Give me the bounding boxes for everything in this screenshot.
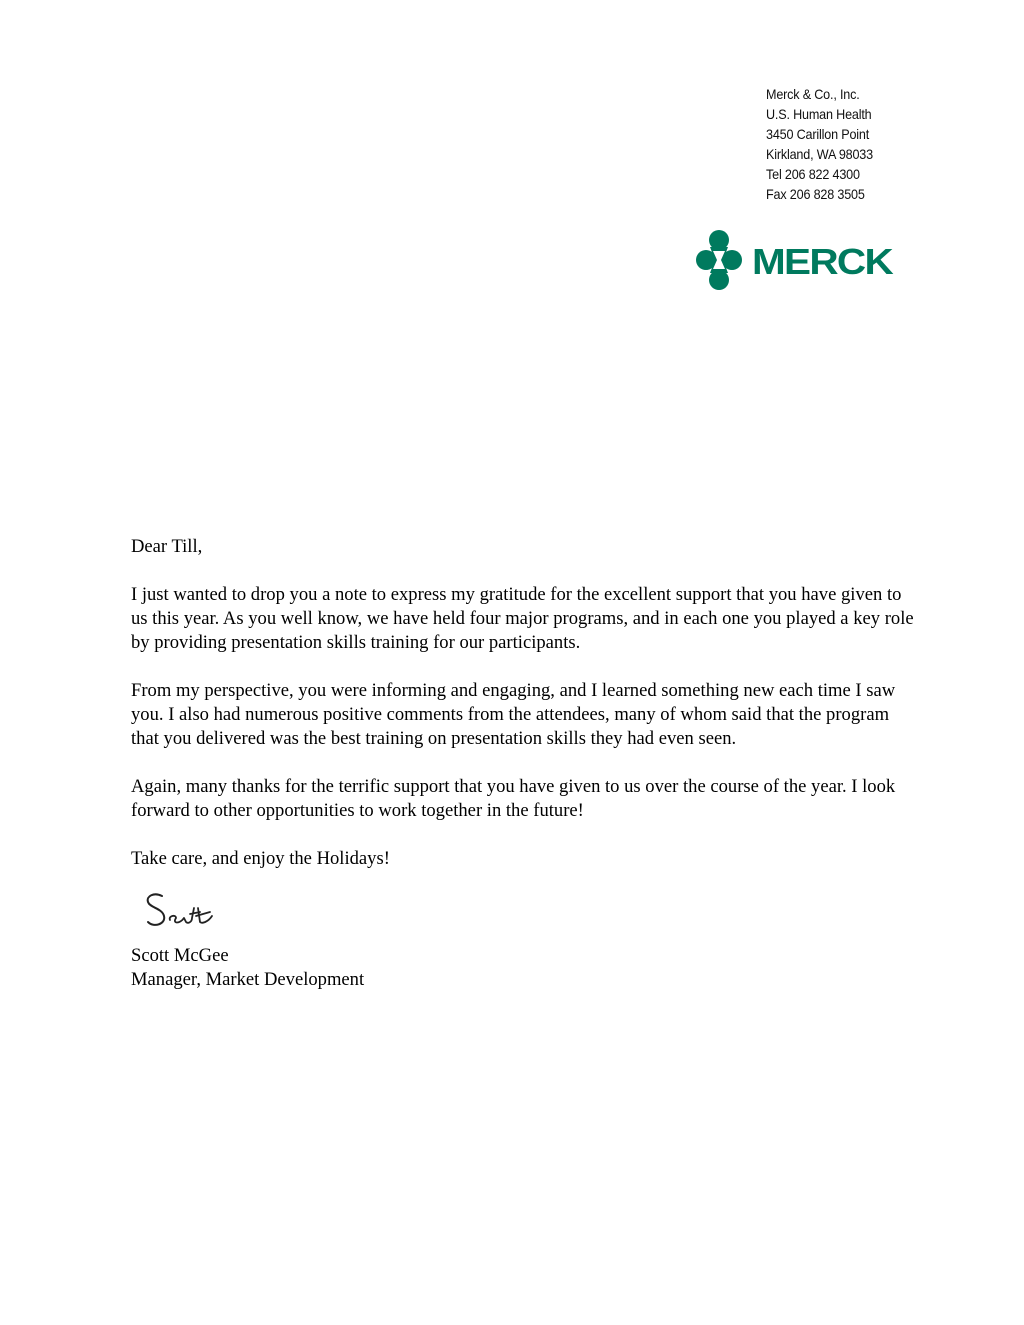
sender-street: 3450 Carillon Point — [766, 126, 870, 142]
merck-logo — [696, 229, 896, 291]
merck-wordmark: MERCK — [752, 241, 894, 282]
salutation: Dear Till, — [131, 536, 203, 557]
merck-emblem-icon — [696, 230, 742, 290]
paragraph-2: From my perspective, you were informing and engaging, and I learned something new each time I saw you. I also had numerous positive comments from the attendees, many of whom said that the program that you delivered was the best training on presentation skills they had even seen. — [131, 680, 896, 749]
sender-city: Kirkland, WA 98033 — [766, 146, 873, 162]
signer-title: Manager, Market Development — [131, 969, 365, 990]
paragraph-3: Again, many thanks for the terrific support that you have given to us over the course of the year. I look forward to other opportunities to work together in the future! — [131, 776, 896, 821]
closing-line: Take care, and enjoy the Holidays! — [131, 848, 390, 869]
signer-block — [131, 944, 364, 992]
sender-address — [766, 84, 873, 204]
sender-division: U.S. Human Health — [766, 106, 872, 122]
paragraph-1: I just wanted to drop you a note to express my gratitude for the excellent support that you have given to us this year. As you well know, we have held four major programs, and in each one you played a key role by providing presentation skills training for our participants. — [131, 584, 914, 653]
handwritten-signature — [142, 890, 222, 932]
sender-company: Merck & Co., Inc. — [766, 86, 860, 102]
signer-name: Scott McGee — [131, 945, 229, 966]
sender-fax: Fax 206 828 3505 — [766, 186, 865, 202]
letter-body — [131, 535, 921, 895]
sender-tel: Tel 206 822 4300 — [766, 166, 860, 182]
